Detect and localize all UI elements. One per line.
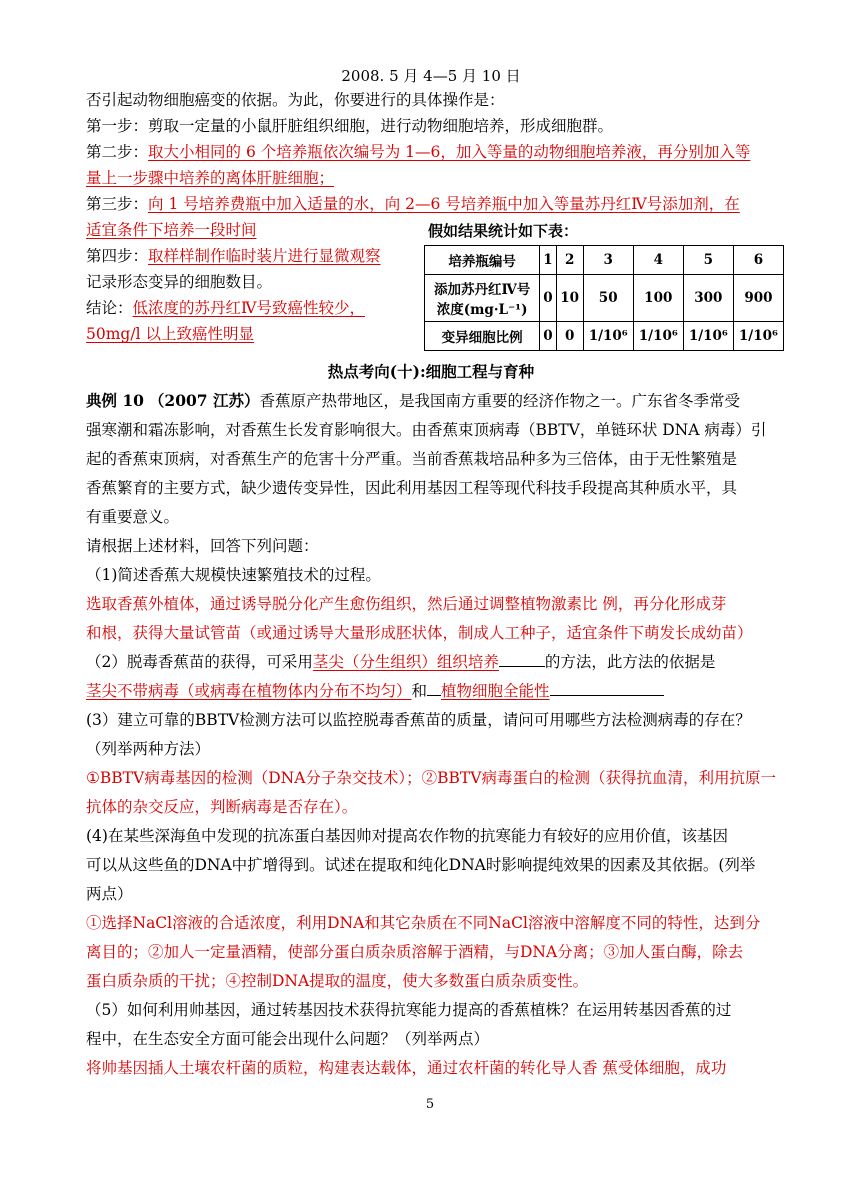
table-cell: 2 xyxy=(556,246,583,275)
step-2-answer-b: 量上一步骤中培养的离体肝脏细胞； xyxy=(86,169,335,187)
table-cell: 900 xyxy=(733,275,783,322)
question-4-c: 两点） xyxy=(86,885,133,903)
document-page xyxy=(86,64,776,1083)
table-cell: 0 xyxy=(540,322,556,351)
question-4-b: 可以从这些鱼的DNA中扩增得到。试述在提取和纯化DNA时影响提纯效果的因素及其依据。(列举 xyxy=(86,856,756,874)
table-cell: 0 xyxy=(540,275,556,322)
example-text-a: 香蕉原产热带地区，是我国南方重要的经济作物之一。广东省冬季常受 xyxy=(259,392,740,410)
answer-4-c: 蛋白质杂质的干扰；④控制DNA提取的温度，使大多数蛋白质杂质变性。 xyxy=(86,972,589,990)
step-2-cont xyxy=(86,166,776,192)
intro-line: 否引起动物细胞癌变的依据。为此，你要进行的具体操作是： xyxy=(86,91,505,109)
record-line: 记录形态变异的细胞数目。 xyxy=(86,273,273,291)
step-2-label: 第二步： xyxy=(86,143,149,161)
answer-3-b: 抗体的杂交反应，判断病毒是否存在）。 xyxy=(86,798,358,816)
step-2 xyxy=(86,140,776,166)
row-header: 培养瓶编号 xyxy=(425,246,540,275)
question-2-c: 和 xyxy=(411,682,428,700)
results-table-block xyxy=(424,220,784,351)
prompt-line: 请根据上述材料，回答下列问题： xyxy=(86,537,319,555)
example-label: 典例 10 xyxy=(86,391,144,410)
example-text-d: 香蕉繁育的主要方式，缺少遗传变异性，因此利用基因工程等现代科技手段提高其种质水平，具 xyxy=(86,479,738,497)
question-5-b: 程中，在生态安全方面可能会出现什么问题？（列举两点） xyxy=(86,1030,490,1048)
conclusion-answer-b: 50mg/l 以上致癌性明显 xyxy=(86,325,254,343)
question-3-b: （列举两种方法） xyxy=(86,740,211,758)
table-cell: 0 xyxy=(556,322,583,351)
table-row xyxy=(425,246,784,275)
table-cell: 10 xyxy=(556,275,583,322)
example-paragraph xyxy=(86,386,776,1083)
table-cell: 300 xyxy=(683,275,733,322)
blank-line xyxy=(499,648,545,667)
conclusion-answer-a: 低浓度的苏丹红Ⅳ号致癌性较少， xyxy=(132,299,366,317)
example-text-c: 起的香蕉束顶病，对香蕉生产的危害十分严重。当前香蕉栽培品种多为三倍体，由于无性繁殖是 xyxy=(86,450,738,468)
step-3-answer-b: 适宜条件下培养一段时间 xyxy=(86,221,257,239)
question-3-a: (3）建立可靠的BBTV检测方法可以监控脱毒香蕉苗的质量，请问可用哪些方法检测病毒的存在？ xyxy=(86,711,751,729)
table-cell: 5 xyxy=(683,246,733,275)
page-number: 5 xyxy=(425,1097,435,1112)
table-cell: 1/10⁶ xyxy=(683,322,733,351)
table-cell: 1 xyxy=(540,246,556,275)
answer-1-a: 选取香蕉外植体，通过诱导脱分化产生愈伤组织，然后通过调整植物激素比 例，再分化形成芽 xyxy=(86,595,727,613)
example-text-b: 强寒潮和霜冻影响，对香蕉生长发育影响很大。由香蕉束顶病毒（BBTV，单链环状 DNA 病毒）引 xyxy=(86,421,767,439)
step-1 xyxy=(86,114,776,140)
row-header: 变异细胞比例 xyxy=(425,322,540,351)
answer-3-a: ①BBTV病毒基因的检测（DNA分子杂交技术）；②BBTV病毒蛋白的检测（获得抗血清，利用抗原一 xyxy=(86,769,776,787)
table-cell: 50 xyxy=(583,275,633,322)
table-cell: 1/10⁶ xyxy=(633,322,683,351)
question-2-b: 的方法，此方法的依据是 xyxy=(544,653,716,671)
table-cell: 6 xyxy=(733,246,783,275)
blank-line xyxy=(427,677,441,696)
table-cell: 4 xyxy=(633,246,683,275)
step-3-answer-a: 向 1 号培养费瓶中加入适量的水，向 2—6 号培养瓶中加入等量苏丹红Ⅳ号添加剂，在 xyxy=(148,195,740,213)
question-1: （1)简述香蕉大规模快速繁殖技术的过程。 xyxy=(86,566,381,584)
answer-2-b: 茎尖不带病毒（或病毒在植物体内分布不均匀） xyxy=(86,682,412,700)
conclusion-label: 结论： xyxy=(86,299,133,317)
step-3 xyxy=(86,192,776,218)
step-3-label: 第三步： xyxy=(86,195,149,213)
table-row xyxy=(425,275,784,322)
step-4-label: 第四步： xyxy=(86,247,149,265)
answer-2-c: 植物细胞全能性 xyxy=(441,682,550,700)
answer-5-a: 将帅基因插人土壤农杆菌的质粒，构建表达载体，通过农杆菌的转化导人香 蕉受体细胞，成功 xyxy=(86,1059,727,1077)
row-header-line: 添加苏丹红Ⅳ号 xyxy=(433,282,531,298)
answer-1-b: 和根，获得大量试管苗（或通过诱导大量形成胚状体，制成人工种子，适宜条件下萌发长成幼苗） xyxy=(86,624,753,642)
table-cell: 3 xyxy=(583,246,633,275)
example-source: （2007 江苏） xyxy=(148,391,260,410)
table-cell: 100 xyxy=(633,275,683,322)
row-header-line: 浓度(mg·L⁻¹) xyxy=(436,302,528,318)
answer-2-a: 茎尖（分生组织）组织培养 xyxy=(312,653,499,671)
question-5-a: （5）如何利用帅基因，通过转基因技术获得抗寒能力提高的香蕉植株？在运用转基因香蕉的过 xyxy=(86,1001,732,1019)
table-caption: 假如结果统计如下表： xyxy=(428,222,579,240)
question-4-a: (4)在某些深海鱼中发现的抗冻蛋白基因帅对提高农作物的抗寒能力有较好的应用价值，该基因 xyxy=(86,827,728,845)
table-row xyxy=(425,322,784,351)
step-1-label: 第一步： xyxy=(86,117,149,135)
step-4-answer: 取样样制作临时装片进行显微观察 xyxy=(148,247,381,265)
step-2-answer-a: 取大小相同的 6 个培养瓶依次编号为 1—6，加入等量的动物细胞培养液，再分别加入等 xyxy=(148,143,751,161)
results-table xyxy=(424,245,784,351)
answer-4-a: ①选择NaCl溶液的合适浓度，利用DNA和其它杂质在不同NaCl溶液中溶解度不同的特性，达到分 xyxy=(86,914,761,932)
row-header xyxy=(425,275,540,322)
table-cell: 1/10⁶ xyxy=(733,322,783,351)
section-title: 热点考向(十):细胞工程与育种 xyxy=(327,362,535,381)
step-1-text: 剪取一定量的小鼠肝脏组织细胞，进行动物细胞培养，形成细胞群。 xyxy=(148,117,614,135)
example-text-e: 有重要意义。 xyxy=(86,508,180,526)
answer-4-b: 离目的；②加人一定量酒精，使部分蛋白质杂质溶解于酒精，与DNA分离；③加人蛋白酶，除去 xyxy=(86,943,744,961)
question-2-a: （2）脱毒香蕉苗的获得，可采用 xyxy=(86,653,313,671)
blank-line xyxy=(550,677,664,696)
table-cell: 1/10⁶ xyxy=(583,322,633,351)
header-date: 2008. 5 月 4—5 月 10 日 xyxy=(341,67,521,85)
